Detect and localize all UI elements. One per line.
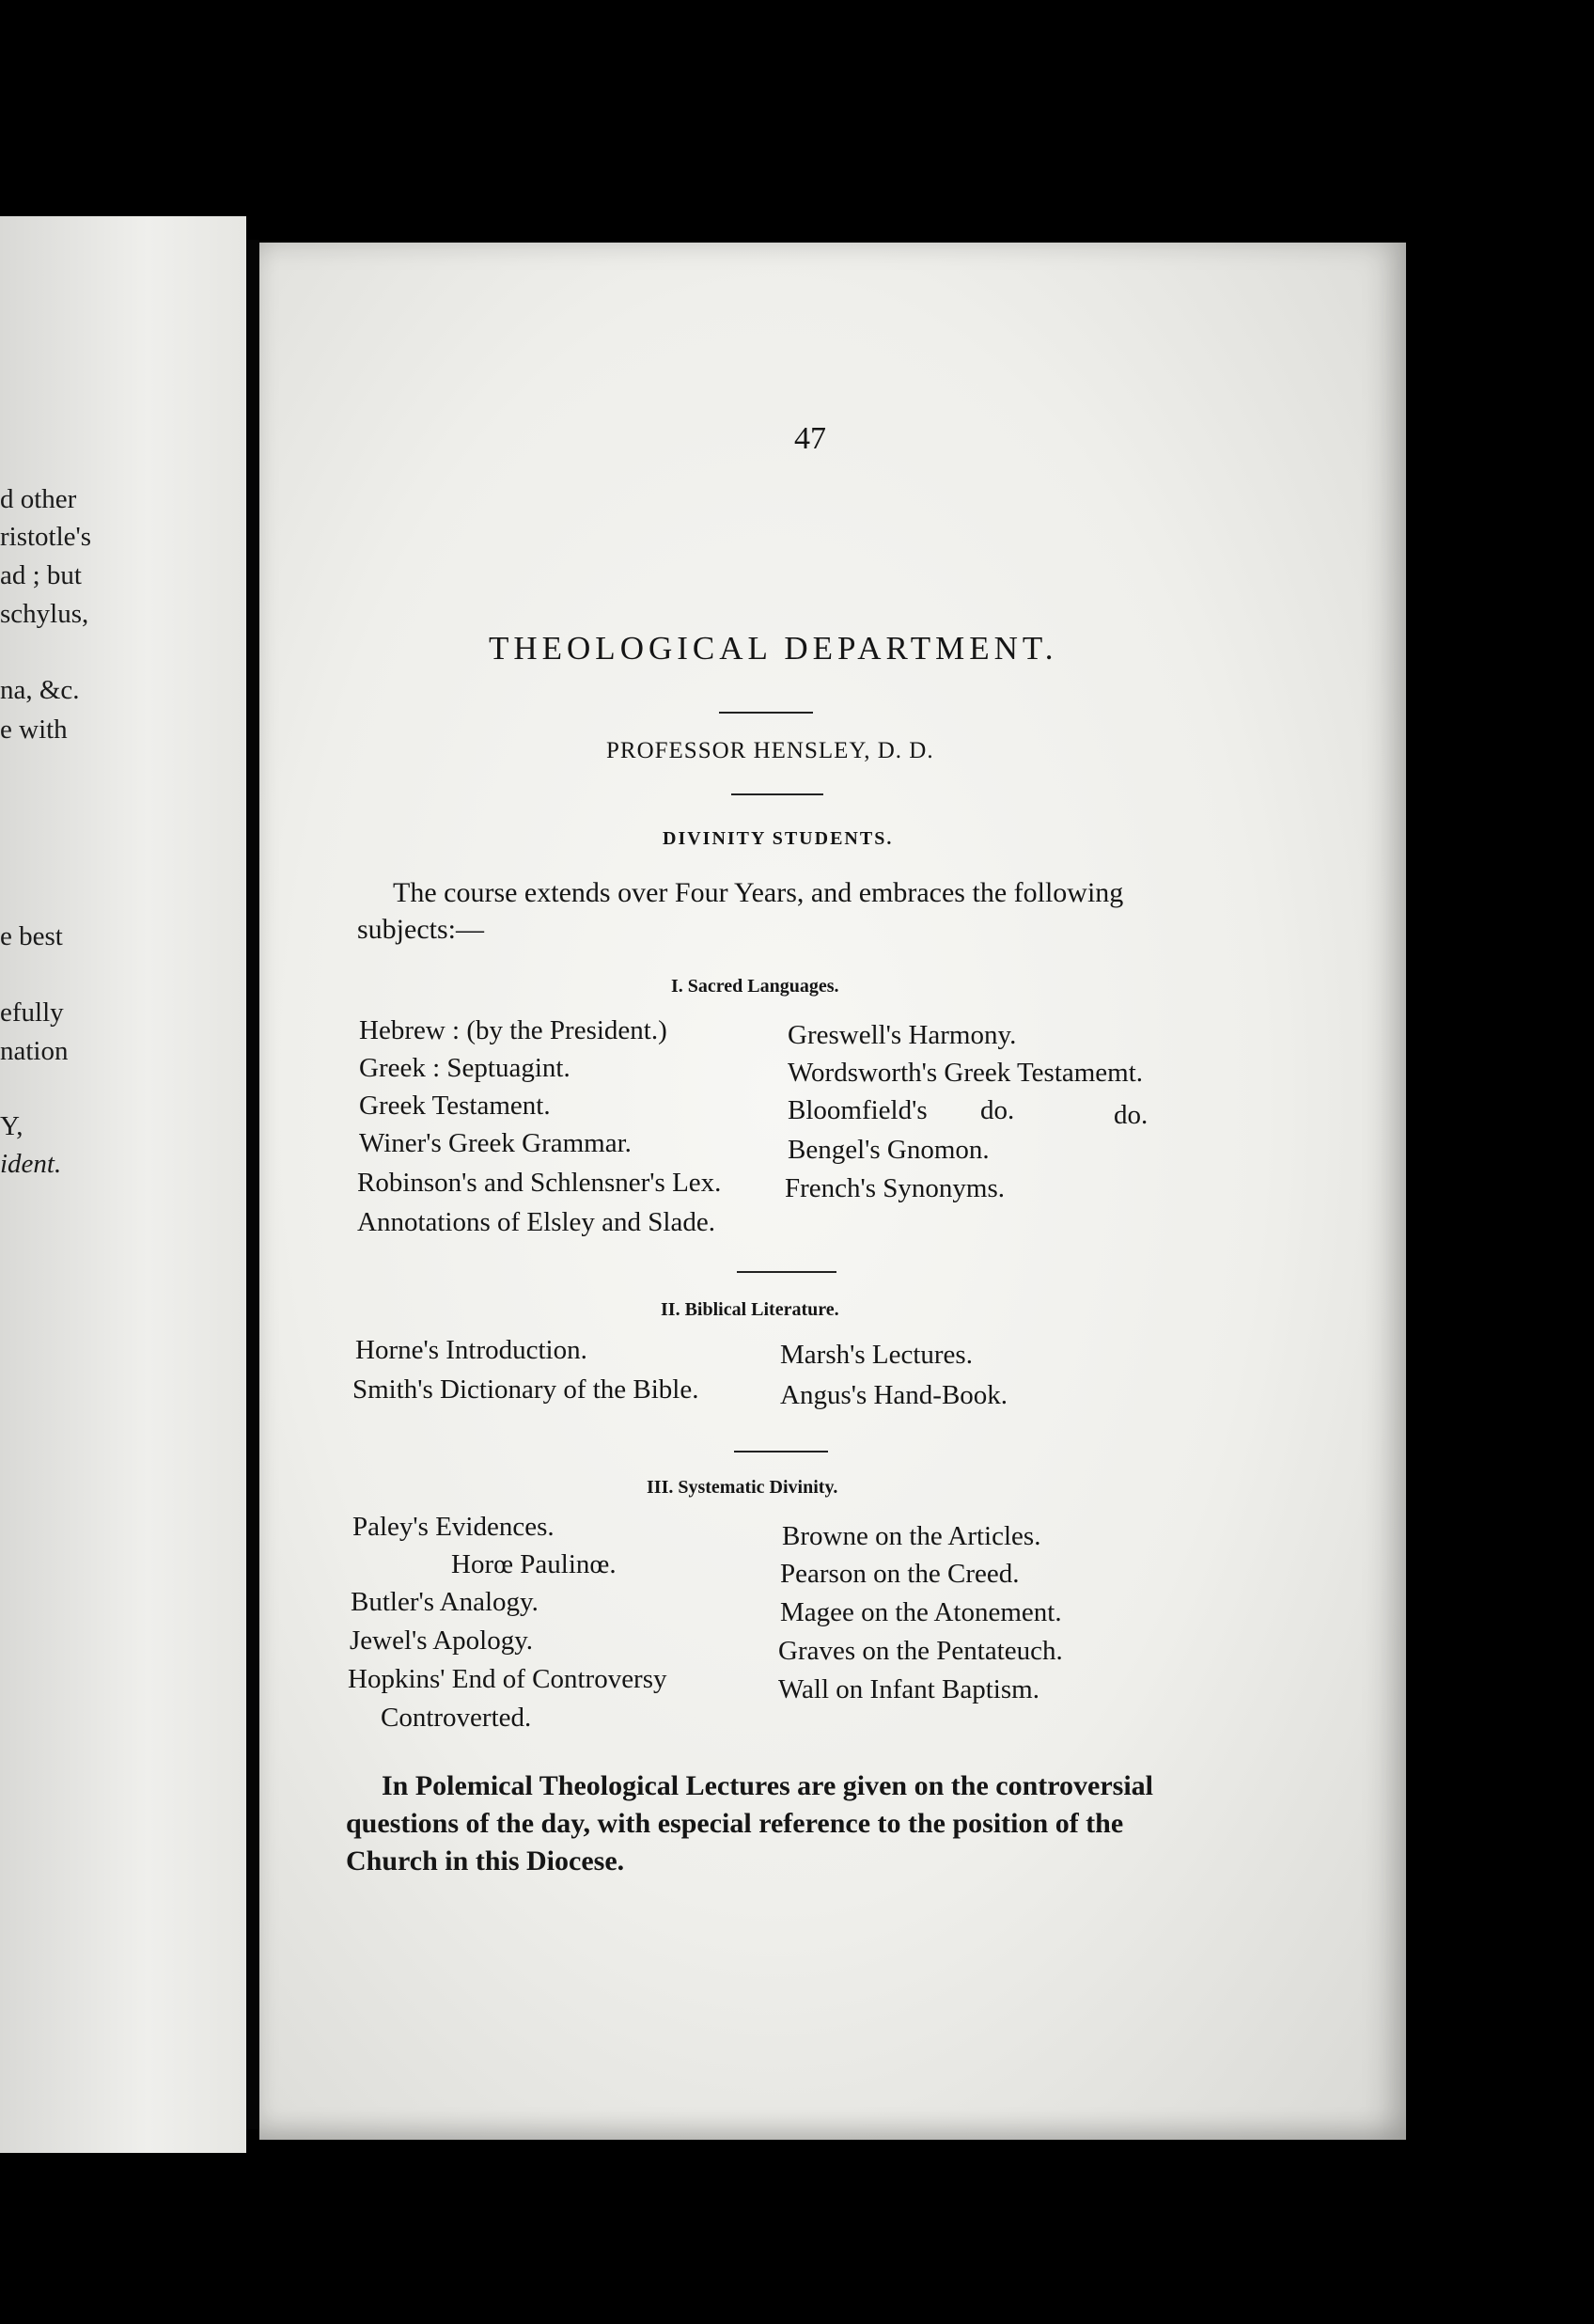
list-item: Bengel's Gnomon. <box>788 1135 990 1165</box>
list-item: French's Synonyms. <box>785 1173 1006 1203</box>
list-item: Marsh's Lectures. <box>780 1340 973 1370</box>
left-page-text: ident. <box>0 1149 62 1179</box>
list-item: Magee on the Atonement. <box>780 1597 1062 1627</box>
page-heading: THEOLOGICAL DEPARTMENT. <box>489 630 1058 667</box>
list-item: Greek Testament. <box>359 1091 551 1121</box>
list-item: Winer's Greek Grammar. <box>359 1128 632 1158</box>
list-item: Greswell's Harmony. <box>788 1020 1017 1050</box>
divider <box>737 1271 836 1273</box>
left-page-text: ad ; but <box>0 560 82 590</box>
left-page-text: nation <box>0 1036 69 1066</box>
left-page-text: e with <box>0 714 68 745</box>
divider <box>734 1451 828 1452</box>
list-item: Butler's Analogy. <box>351 1587 539 1617</box>
list-item: Wordsworth's Greek Testamemt. <box>788 1058 1144 1088</box>
list-item: Angus's Hand-Book. <box>780 1380 1008 1410</box>
page-number: 47 <box>794 421 826 456</box>
left-page-text: schylus, <box>0 599 89 629</box>
list-item: Horœ Paulinœ. <box>451 1549 617 1579</box>
section-title: II. Biblical Literature. <box>661 1299 839 1320</box>
list-item: Bloomfield's <box>788 1095 928 1125</box>
list-item: Paley's Evidences. <box>352 1512 555 1542</box>
section-title: III. Systematic Divinity. <box>647 1477 838 1498</box>
list-item: Smith's Dictionary of the Bible. <box>352 1374 699 1405</box>
intro-paragraph: The course extends over Four Years, and embraces the following subjects:— <box>357 877 1124 945</box>
list-item: Greek : Septuagint. <box>359 1053 570 1083</box>
closing-paragraph: In Polemical Theological Lectures are given on the controversial questions of the day, with especial reference to the position of the Church in this Diocese. <box>346 1770 1154 1876</box>
list-item: Hopkins' End of Controversy <box>348 1664 667 1694</box>
list-item: Controverted. <box>381 1703 532 1733</box>
list-item: Browne on the Articles. <box>782 1521 1041 1551</box>
divider <box>719 712 813 714</box>
ditto-mark: do. <box>1114 1100 1149 1130</box>
list-item: Horne's Introduction. <box>355 1335 587 1365</box>
left-page-text: ristotle's <box>0 522 92 552</box>
ditto-mark: do. <box>980 1095 1015 1125</box>
list-item: Robinson's and Schlensner's Lex. <box>357 1168 722 1198</box>
list-item: Graves on the Pentateuch. <box>778 1636 1063 1666</box>
list-item: Pearson on the Creed. <box>780 1559 1020 1589</box>
left-page-text: efully <box>0 997 64 1028</box>
professor-line: PROFESSOR HENSLEY, D. D. <box>606 738 934 763</box>
subheading: DIVINITY STUDENTS. <box>663 828 894 849</box>
list-item: Wall on Infant Baptism. <box>778 1674 1039 1704</box>
left-page-text: Y, <box>0 1111 23 1141</box>
divider <box>731 793 823 795</box>
left-page-text: d other <box>0 484 77 514</box>
left-page-text: na, &c. <box>0 675 80 705</box>
list-item: Jewel's Apology. <box>350 1625 534 1656</box>
book-gutter <box>246 240 259 2129</box>
list-item: Annotations of Elsley and Slade. <box>357 1207 715 1237</box>
section-title: I. Sacred Languages. <box>671 976 839 997</box>
list-item: Hebrew : (by the President.) <box>359 1015 667 1045</box>
left-page-text: e best <box>0 921 63 951</box>
